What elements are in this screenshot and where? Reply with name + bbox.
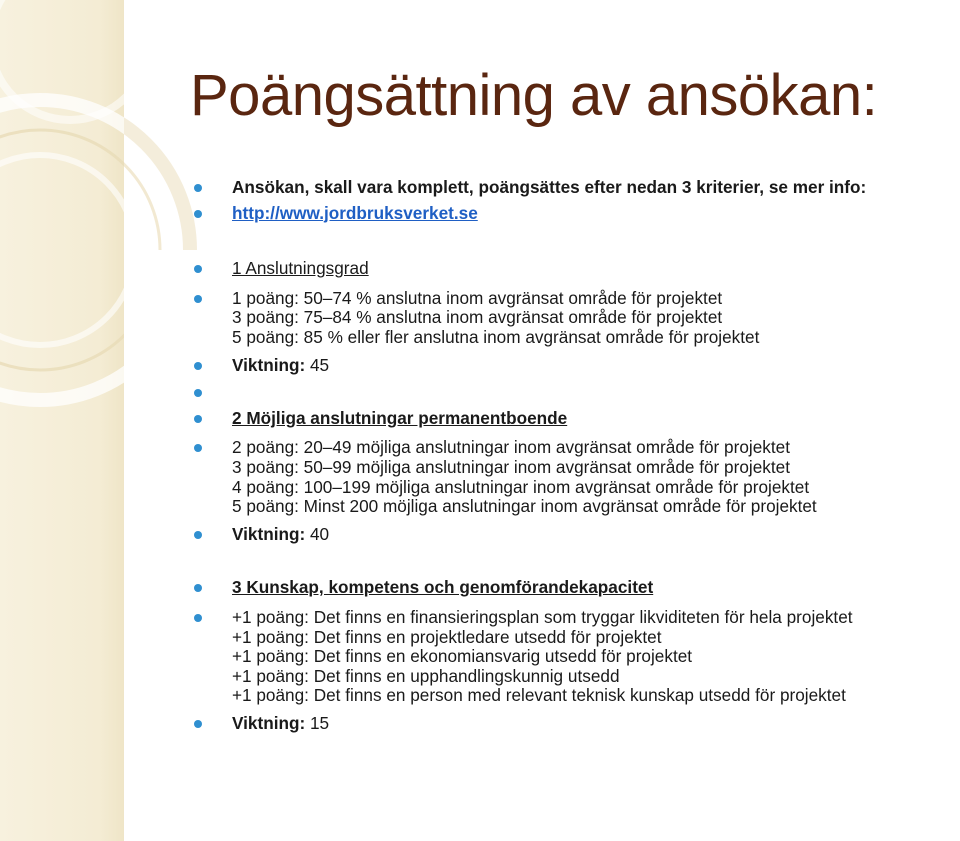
list-item <box>190 259 960 279</box>
bullet-icon <box>194 614 202 622</box>
list-item-empty <box>190 383 960 403</box>
decorative-rings <box>0 0 124 841</box>
section3-line: +1 poäng: Det finns en projektledare utsedd för projektet <box>232 626 662 647</box>
bullet-icon <box>194 210 202 218</box>
section2-line: 4 poäng: 100–199 möjliga anslutningar inom avgränsat område för projektet <box>232 476 810 497</box>
list-item <box>190 356 960 376</box>
list-item <box>190 204 960 224</box>
list-item <box>190 178 960 198</box>
section3-line: +1 poäng: Det finns en ekonomiansvarig utsedd för projektet <box>232 646 693 667</box>
section3-weight-value: 15 <box>310 712 330 733</box>
section1-line: 3 poäng: 75–84 % anslutna inom avgränsat område för projektet <box>232 307 723 328</box>
bullet-icon <box>194 531 202 539</box>
intro-text: Ansökan, skall vara komplett, poängsättes efter nedan 3 kriterier, se mer info: <box>232 177 867 197</box>
bullet-icon <box>194 295 202 303</box>
section3-weight-label: Viktning: <box>232 712 306 733</box>
section1-heading: 1 Anslutningsgrad <box>232 258 369 279</box>
section1-line: 5 poäng: 85 % eller fler anslutna inom avgränsat område för projektet <box>232 326 760 347</box>
list-item <box>190 409 960 429</box>
list-item <box>190 289 960 348</box>
section2-line: 2 poäng: 20–49 möjliga anslutningar inom avgränsat område för projektet <box>232 437 790 458</box>
list-item <box>190 525 960 545</box>
bullet-icon <box>194 584 202 592</box>
decorative-side-band <box>0 0 124 841</box>
section2-heading: 2 Möjliga anslutningar permanentboende <box>232 407 568 428</box>
section3-line: +1 poäng: Det finns en finansieringsplan som tryggar likviditeten för hela projektet <box>232 606 853 627</box>
section2-weight-label: Viktning: <box>232 523 306 544</box>
bullet-icon <box>194 720 202 728</box>
section1-weight-value: 45 <box>310 354 330 375</box>
list-item <box>190 608 960 706</box>
bullet-icon <box>194 265 202 273</box>
page-title: Poängsättning av ansökan: <box>190 63 878 128</box>
section3-line: +1 poäng: Det finns en person med relevant teknisk kunskap utsedd för projektet <box>232 685 846 706</box>
list-item <box>190 438 960 516</box>
list-item <box>190 578 960 598</box>
bullet-icon <box>194 415 202 423</box>
bullet-icon <box>194 184 202 192</box>
section3-heading: 3 Kunskap, kompetens och genomförandekapacitet <box>232 577 654 598</box>
content-list <box>190 178 960 733</box>
bullet-icon <box>194 444 202 452</box>
section2-weight-value: 40 <box>310 523 330 544</box>
bullet-icon <box>194 362 202 370</box>
list-item <box>190 714 960 734</box>
section1-weight-label: Viktning: <box>232 354 306 375</box>
info-link[interactable]: http://www.jordbruksverket.se <box>232 202 478 223</box>
section1-line: 1 poäng: 50–74 % anslutna inom avgränsat område för projektet <box>232 287 723 308</box>
section2-line: 3 poäng: 50–99 möjliga anslutningar inom avgränsat område för projektet <box>232 456 790 477</box>
bullet-icon <box>194 389 202 397</box>
section2-line: 5 poäng: Minst 200 möjliga anslutningar inom avgränsat område för projektet <box>232 496 817 517</box>
section3-line: +1 poäng: Det finns en upphandlingskunnig utsedd <box>232 665 620 686</box>
